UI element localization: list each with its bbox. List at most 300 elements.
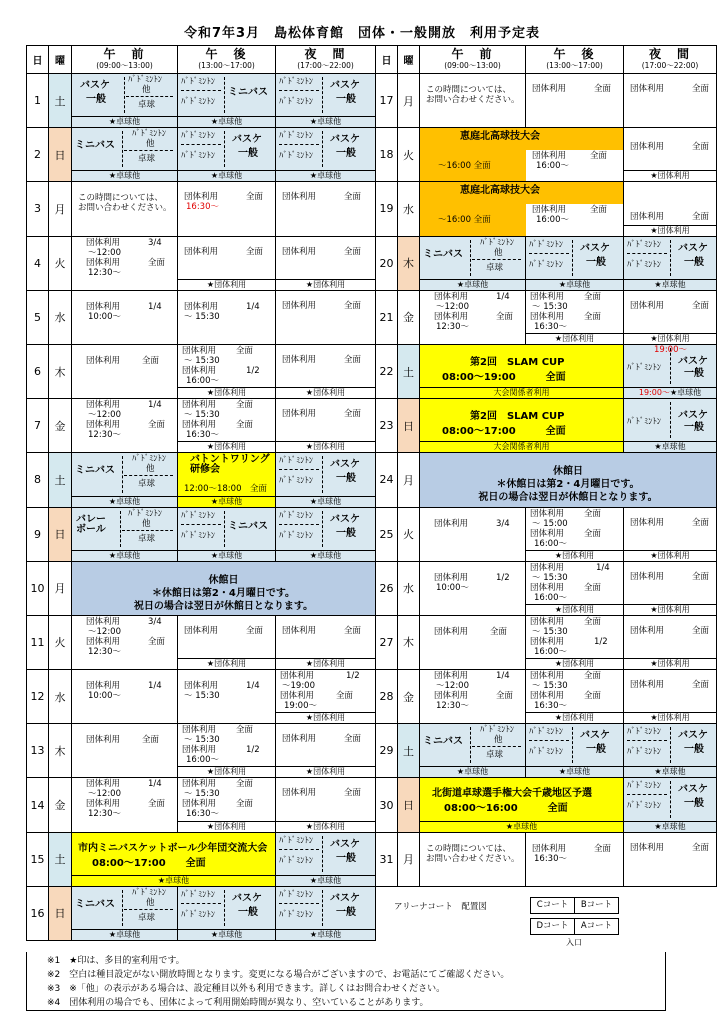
room-usage: ★卓球他	[276, 875, 375, 886]
cell-text: 卓球	[486, 750, 504, 761]
cell-text: 12:30～	[88, 430, 121, 441]
cell-text: 3/4	[496, 518, 510, 529]
room-usage: ★団体利用	[624, 604, 716, 615]
cell-text: 他	[142, 518, 151, 529]
cell-text: 全面	[236, 725, 254, 736]
cell-text: 全面	[584, 582, 602, 593]
cell-text: 全面	[590, 151, 608, 162]
cell-text: 全面	[148, 257, 166, 268]
weekday: 土	[49, 74, 72, 128]
cell-text: ﾊﾞﾄﾞﾐﾝﾄﾝ	[181, 530, 216, 541]
cell-text: バスケ	[678, 355, 708, 367]
cell-text: ～19:00	[282, 681, 315, 692]
cell-text: バスケ	[330, 80, 360, 91]
cell-text: 全面	[142, 355, 160, 366]
cell-text: ﾊﾞﾄﾞﾐﾝﾄﾝ	[279, 510, 314, 521]
weekday: 木	[49, 724, 72, 778]
cell-text: 団体利用	[184, 625, 219, 636]
cell-text: 1/4	[246, 681, 260, 692]
cell-text: 団体利用	[182, 745, 217, 756]
cell-text: 全面	[584, 528, 602, 539]
slot-night	[276, 670, 376, 724]
cell-text: 一般	[336, 148, 356, 160]
day-number: 5	[27, 290, 49, 344]
arena-label: アリーナコート 配置図	[394, 902, 487, 912]
cell-text: 第2回 SLAM CUP	[470, 411, 565, 423]
cell-text: 団体利用	[86, 237, 121, 248]
cell-text: ﾊﾞﾄﾞﾐﾝﾄﾝ	[529, 747, 564, 758]
slot-night	[276, 74, 376, 128]
slot-pm	[178, 724, 276, 778]
event-cell: 第2回 SLAM CUP 08:00～17:00 全面 大会関係者利用	[420, 399, 624, 453]
slot-pm	[526, 615, 624, 669]
weekday: 木	[398, 615, 420, 669]
cell-text: 北街道卓球選手権大会千歳地区予選	[432, 788, 592, 800]
cell-text: 団体利用	[282, 246, 317, 257]
weekday: 日	[398, 778, 420, 832]
cell-text: ～16:00 全面	[438, 215, 491, 226]
table-row	[27, 561, 717, 615]
slot-night: ﾊﾞﾄﾞﾐﾝﾄﾝ バスケ 一般 ★卓球他	[624, 399, 717, 453]
cell-text: 一般	[238, 906, 258, 918]
cell-text: 1/4	[148, 681, 162, 692]
day-number: 8	[27, 453, 49, 507]
slot-am	[72, 236, 178, 290]
day-number: 28	[376, 670, 398, 724]
cell-text: 他	[494, 247, 503, 258]
weekday: 月	[398, 74, 420, 128]
cell-text: 一般	[684, 744, 704, 756]
slot-am	[420, 724, 526, 778]
room-usage: ★団体利用	[276, 821, 375, 832]
cell-text: ～ 15:30	[184, 355, 220, 366]
cell-text: 1/4	[246, 301, 260, 312]
room-usage: ★卓球他	[72, 116, 177, 127]
cell-text: 全面	[344, 354, 362, 365]
cell-text: この時間については、 お問い合わせください。	[426, 843, 520, 864]
cell-text: 他	[146, 897, 155, 908]
cell-text: 12:30～	[436, 701, 469, 712]
cell-text: 第2回 SLAM CUP	[470, 356, 565, 368]
room-usage: ★団体利用	[624, 225, 716, 236]
weekday: 日	[49, 128, 72, 182]
cell-text: 恵庭北高球技大会	[460, 185, 540, 197]
slot-pm	[178, 453, 276, 507]
cell-text: ﾊﾞﾄﾞﾐﾝﾄﾝ	[181, 909, 216, 920]
cell-text: 団体利用	[530, 616, 565, 627]
cell-text: 一般	[684, 367, 704, 379]
day-number: 19	[376, 182, 398, 236]
room-usage: ★団体利用	[624, 550, 716, 561]
room-usage: ★団体利用	[178, 279, 275, 290]
day-number: 12	[27, 670, 49, 724]
cell-text: 団体利用	[182, 725, 217, 736]
cell-text: 団体利用	[86, 355, 121, 366]
table-row	[27, 399, 717, 453]
room-usage: ★卓球他	[276, 929, 375, 940]
cell-text: 一般	[86, 94, 106, 105]
table-row	[27, 182, 717, 236]
day-number: 6	[27, 344, 49, 398]
day-number: 7	[27, 399, 49, 453]
cell-text: 全面	[692, 842, 710, 853]
cell-text: 12:00～18:00 全面	[184, 484, 267, 495]
cell-text: 団体利用	[184, 301, 219, 312]
cell-text: ﾊﾞﾄﾞﾐﾝﾄﾝ	[181, 889, 216, 900]
day-number: 2	[27, 128, 49, 182]
cell-text: 19:00～	[654, 344, 687, 355]
cell-text: 全面	[584, 311, 602, 322]
header-weekday-right: 曜	[398, 46, 420, 74]
cell-text: ～ 15:30	[184, 410, 220, 421]
cell-text: 全面	[594, 84, 612, 94]
cell-text: 団体利用	[530, 671, 565, 682]
cell-text: ﾊﾞﾄﾞﾐﾝﾄﾝ	[181, 510, 216, 521]
cell-text: 団体利用	[86, 799, 121, 810]
day-number: 13	[27, 724, 49, 778]
cell-text: 他	[146, 464, 155, 475]
room-usage: ★団体利用	[526, 333, 623, 344]
cell-text: ～ 15:30	[532, 681, 568, 692]
room-usage: ★卓球他	[178, 170, 275, 181]
cell-text: 団体利用	[630, 300, 665, 311]
cell-text: バスケ	[580, 730, 610, 742]
cell-text: 16:30～	[186, 809, 219, 820]
table-row	[27, 290, 717, 344]
cell-text: 全面	[584, 691, 602, 702]
slot-am	[72, 670, 178, 724]
room-usage: ★団体利用	[624, 712, 716, 723]
closed-cell: 休館日 ＊休館日は第2・4月曜日です。 祝日の場合は翌日が休館日となります。	[72, 561, 376, 615]
cell-text: ﾊﾞﾄﾞﾐﾝﾄﾝ	[128, 508, 163, 519]
cell-text: 団体利用	[532, 843, 567, 854]
slot-night	[276, 128, 376, 182]
slot-pm	[178, 236, 276, 290]
cell-text: バスケ	[330, 134, 360, 146]
cell-text: ﾊﾞﾄﾞﾐﾝﾄﾝ	[132, 887, 167, 898]
cell-text: 団体利用	[184, 681, 219, 692]
weekday: 月	[398, 453, 420, 507]
cell-text: 団体利用	[86, 400, 121, 411]
cell-text: バスケ	[232, 134, 262, 146]
cell-text: ～12:00	[88, 789, 121, 800]
cell-text: 16:30～	[186, 202, 219, 213]
cell-text: 団体利用	[532, 84, 567, 94]
slot-am	[420, 74, 526, 128]
cell-text: ﾊﾞﾄﾞﾐﾝﾄﾝ	[279, 530, 314, 541]
cell-text: 1/4	[596, 562, 610, 573]
room-usage: ★卓球他	[72, 929, 177, 940]
cell-text: 団体利用	[86, 681, 121, 692]
cell-text: ～ 15:30	[532, 572, 568, 583]
cell-text: 団体利用	[434, 572, 469, 583]
room-usage: ★団体利用	[276, 658, 375, 669]
cell-text: ～16:00 全面	[438, 161, 491, 172]
room-usage: ★卓球他	[624, 766, 716, 777]
cell-text: 一般	[684, 422, 704, 434]
cell-text: 団体利用	[630, 84, 665, 94]
slot-pm	[178, 886, 276, 940]
weekday: 土	[398, 344, 420, 398]
cell-text: 一般	[684, 798, 704, 810]
cell-text: 団体利用	[630, 680, 665, 691]
cell-text: 16:30～	[534, 321, 567, 332]
note-1: ※1 ★印は、多目的室利用です。	[47, 956, 185, 966]
cell-text: 団体利用	[434, 626, 469, 637]
cell-text: 12:30～	[88, 646, 121, 657]
cell-text: 団体利用	[86, 779, 121, 790]
table-row	[27, 74, 717, 128]
slot-night	[624, 832, 717, 886]
day-number: 11	[27, 615, 49, 669]
cell-text: 団体利用	[184, 192, 219, 203]
cell-text: 一般	[586, 744, 606, 756]
cell-text: ﾊﾞﾄﾞﾐﾝﾄﾝ	[627, 747, 662, 758]
weekday: 火	[49, 236, 72, 290]
cell-text: ﾊﾞﾄﾞﾐﾝﾄﾝ	[529, 727, 564, 738]
cell-text: ﾊﾞﾄﾞﾐﾝﾄﾝ	[279, 889, 314, 900]
event-cell	[72, 832, 276, 886]
cell-text: ～ 15:30	[184, 691, 220, 702]
cell-text: ～12:00	[88, 410, 121, 421]
weekday: 金	[398, 670, 420, 724]
day-number: 17	[376, 74, 398, 128]
slot-night	[624, 236, 717, 290]
cell-text: 団体利用	[280, 691, 315, 702]
event-cell: 第2回 SLAM CUP 08:00～19:00 全面 大会関係者利用	[420, 344, 624, 398]
weekday: 土	[49, 453, 72, 507]
cell-text: 全面	[344, 192, 362, 203]
cell-text: 団体利用	[184, 246, 219, 257]
room-usage: ★卓球他	[72, 170, 177, 181]
room-usage: ★卓球他	[420, 821, 623, 832]
table-row	[27, 724, 717, 778]
room-usage: ★団体利用	[178, 658, 275, 669]
cell-text: 団体利用	[530, 508, 565, 519]
weekday: 水	[398, 561, 420, 615]
cell-text: 団体利用	[630, 571, 665, 582]
cell-text: ﾊﾞﾄﾞﾐﾝﾄﾝ	[132, 129, 167, 140]
notes	[26, 952, 666, 1011]
room-usage: ★団体利用	[276, 279, 375, 290]
slot-night	[276, 507, 376, 561]
slot-night	[276, 290, 376, 344]
cell-text: 一般	[336, 94, 356, 105]
slot-night	[276, 344, 376, 398]
cell-text: バスケ	[678, 410, 708, 422]
room-usage: ★団体利用	[276, 387, 375, 398]
weekday: 金	[398, 290, 420, 344]
day-number: 20	[376, 236, 398, 290]
slot-pm	[526, 236, 624, 290]
slot-night	[276, 832, 376, 886]
cell-text: 団体利用	[434, 671, 469, 682]
header-day: 日	[27, 46, 49, 74]
cell-text: 1/4	[148, 301, 162, 312]
day-number: 27	[376, 615, 398, 669]
cell-text: 団体利用	[86, 636, 121, 647]
cell-text: ﾊﾞﾄﾞﾐﾝﾄﾝ	[279, 77, 314, 87]
day-number: 30	[376, 778, 398, 832]
cell-text: 全面	[594, 843, 612, 854]
slot-am	[420, 670, 526, 724]
cell-text: ミニバス	[75, 465, 115, 477]
table-row	[27, 507, 717, 561]
table-row	[27, 128, 717, 182]
cell-text: ﾊﾞﾄﾞﾐﾝﾄﾝ	[627, 781, 662, 792]
cell-text: 団体利用	[282, 300, 317, 311]
slot-night	[624, 778, 717, 832]
cell-text: 16:00～	[536, 215, 569, 226]
room-usage: ★卓球他	[526, 279, 623, 290]
cell-text: この時間については、 お問い合わせください。	[426, 85, 520, 105]
day-number: 1	[27, 74, 49, 128]
cell-text: 全面	[692, 625, 710, 636]
cell-text: 全面	[344, 734, 362, 745]
cell-text: 団体利用	[86, 616, 121, 627]
cell-text: 16:00～	[534, 538, 567, 549]
day-number: 3	[27, 182, 49, 236]
slot-am	[420, 615, 526, 669]
cell-text: 団体利用	[86, 301, 121, 312]
day-number: 4	[27, 236, 49, 290]
weekday: 木	[398, 236, 420, 290]
cell-text: 一般	[336, 527, 356, 539]
table-row	[27, 778, 717, 832]
day-number: 10	[27, 561, 49, 615]
slot-night	[624, 724, 717, 778]
cell-text: 団体利用	[530, 636, 565, 647]
slot-night	[276, 182, 376, 236]
room-usage: ★卓球他	[72, 550, 177, 561]
cell-text: ミニバス	[423, 248, 463, 260]
cell-text: ミニバス	[228, 520, 268, 532]
cell-text: 12:30～	[88, 809, 121, 820]
slot-night	[276, 399, 376, 453]
slot-am	[72, 886, 178, 940]
cell-text: 団体利用	[182, 420, 217, 431]
slot-night	[624, 561, 717, 615]
cell-text: 他	[494, 735, 503, 746]
cell-text: ﾊﾞﾄﾞﾐﾝﾄﾝ	[279, 909, 314, 920]
day-number: 18	[376, 128, 398, 182]
cell-text: 団体利用	[530, 311, 565, 322]
cell-text: ﾊﾞﾄﾞﾐﾝﾄﾝ	[279, 835, 314, 846]
cell-text: 団体利用	[86, 420, 121, 431]
room-usage: ★団体利用	[178, 766, 275, 777]
weekday: 日	[49, 507, 72, 561]
slot-am	[420, 507, 526, 561]
slot-pm	[178, 670, 276, 724]
slot-pm	[178, 399, 276, 453]
day-number: 9	[27, 507, 49, 561]
cell-text: 団体利用	[182, 779, 217, 790]
cell-text: ～12:00	[436, 681, 469, 692]
cell-text: ～12:00	[88, 626, 121, 637]
cell-text: ﾊﾞﾄﾞﾐﾝﾄﾝ	[279, 131, 314, 142]
cell-text: ﾊﾞﾄﾞﾐﾝﾄﾝ	[529, 259, 564, 270]
cell-text: 16:30～	[534, 701, 567, 712]
cell-text: 全面	[336, 691, 354, 702]
room-usage: ★団体利用	[178, 821, 275, 832]
cell-text: 他	[146, 139, 155, 150]
cell-text: 全面	[246, 246, 264, 257]
cell-text: ﾊﾞﾄﾞﾐﾝﾄﾝ	[181, 151, 216, 162]
room-usage: ★団体利用	[276, 441, 375, 452]
cell-text: 団体利用	[434, 691, 469, 702]
room-usage: ★卓球他	[420, 279, 525, 290]
slot-pm	[178, 74, 276, 128]
cell-text: 08:00～16:00 全面	[444, 803, 568, 815]
table-row	[27, 832, 717, 886]
slot-night	[276, 886, 376, 940]
room-usage: ★団体利用	[526, 658, 623, 669]
header-am-right: 午前 (09:00～13:00)	[420, 46, 526, 74]
weekday: 土	[398, 724, 420, 778]
cell-text: 卓球	[138, 100, 156, 110]
header-day-right: 日	[376, 46, 398, 74]
cell-text: 16:00～	[536, 161, 569, 172]
cell-text: 団体利用	[532, 151, 567, 162]
slot-am	[420, 290, 526, 344]
cell-text: 団体利用	[86, 257, 121, 268]
cell-text: 卓球	[138, 533, 156, 544]
cell-text: 16:00～	[186, 755, 219, 766]
cell-text: 卓球	[486, 262, 504, 273]
slot-am	[72, 344, 178, 398]
cell-text: バトントワリング 研修会	[190, 454, 270, 476]
slot-pm	[178, 344, 276, 398]
slot-am	[72, 615, 178, 669]
cell-text: 団体利用	[434, 518, 469, 529]
cell-text: バスケ	[678, 242, 708, 254]
cell-text: バスケ	[330, 892, 360, 904]
weekday: 火	[398, 507, 420, 561]
slot-pm	[526, 561, 624, 615]
slot-pm	[526, 832, 624, 886]
cell-text: 団体利用	[630, 212, 665, 223]
day-number: 26	[376, 561, 398, 615]
cell-text: 全面	[142, 735, 160, 746]
slot-am	[420, 561, 526, 615]
weekday: 日	[49, 886, 72, 940]
cell-text: 全面	[496, 691, 514, 702]
weekday: 火	[49, 615, 72, 669]
cell-text: 1/2	[594, 636, 608, 647]
cell-text: 全面	[496, 311, 514, 322]
room-usage: ★団体利用	[178, 387, 275, 398]
cell-text: ミニバス	[75, 140, 115, 152]
room-usage: ★卓球他	[178, 929, 275, 940]
slot-am	[72, 74, 178, 128]
cell-text: 団体利用	[532, 205, 567, 216]
slot-am	[72, 128, 178, 182]
weekday: 月	[49, 182, 72, 236]
cell-text: 1/4	[148, 779, 162, 790]
cell-text: 団体利用	[282, 625, 317, 636]
cell-text: 団体利用	[282, 409, 317, 420]
cell-text: ミニバス	[228, 87, 268, 98]
cell-text: バスケ	[232, 892, 262, 904]
table-row	[27, 344, 717, 398]
slot-am	[420, 236, 526, 290]
day-number: 25	[376, 507, 398, 561]
cell-text: ﾊﾞﾄﾞﾐﾝﾄﾝ	[132, 454, 167, 465]
cell-text: 16:00～	[186, 375, 219, 386]
weekday: 土	[49, 832, 72, 886]
cell-text: ﾊﾞﾄﾞﾐﾝﾄﾝ	[279, 476, 314, 487]
cell-text: ミニバス	[75, 898, 115, 910]
